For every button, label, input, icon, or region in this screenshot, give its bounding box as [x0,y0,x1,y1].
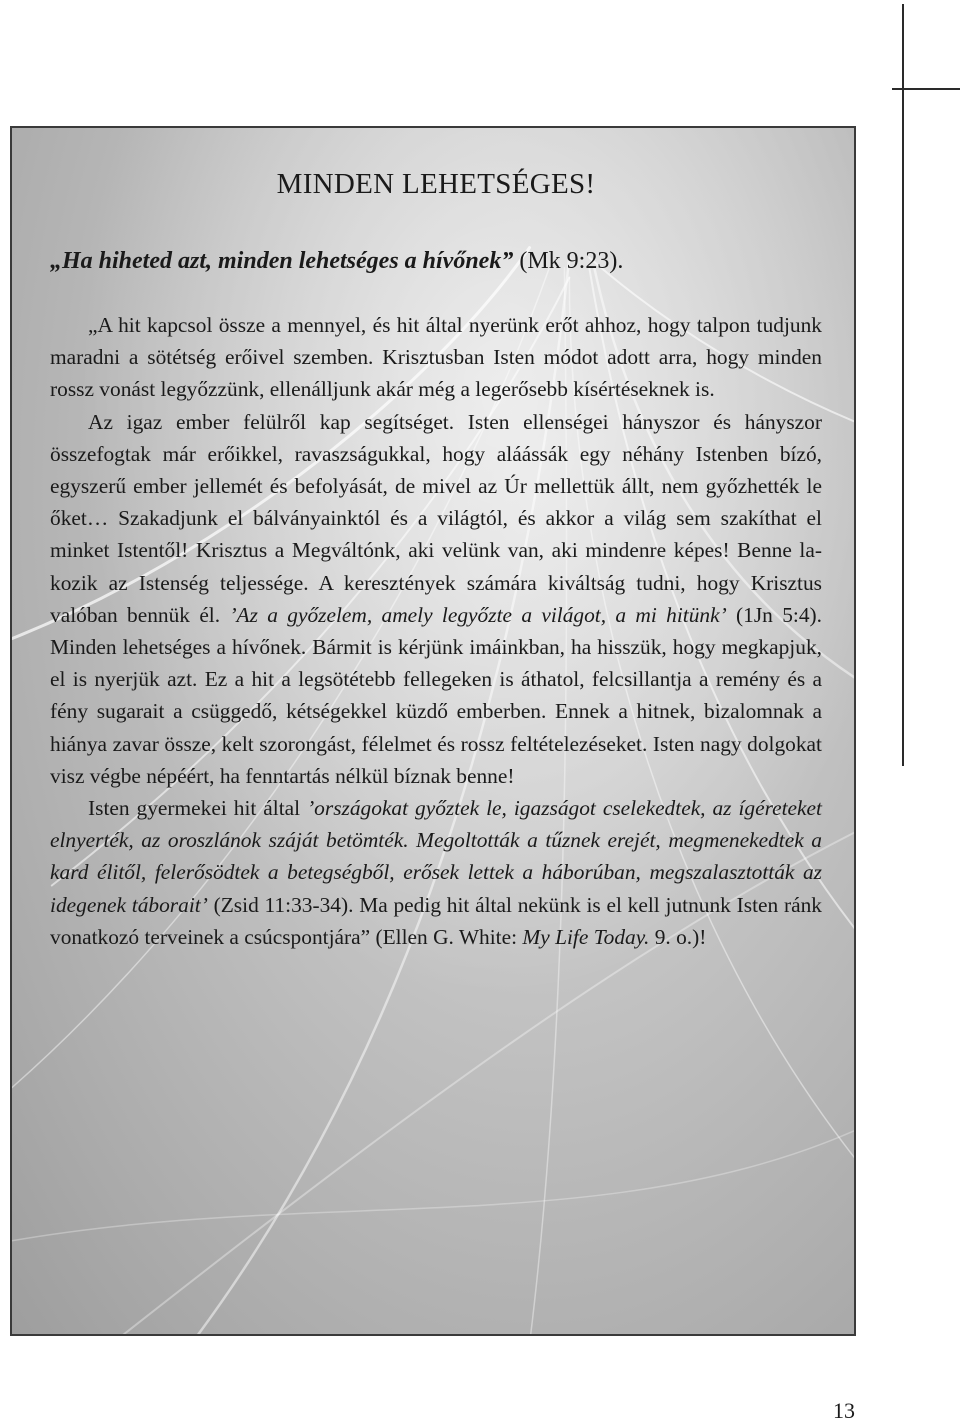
paragraph-3-end: 9. o.)! [649,924,707,949]
crop-mark-vertical [902,4,904,766]
paragraph-3-start: Isten gyermekei hit által [88,796,308,821]
page-title: MINDEN LEHETSÉGES! [276,168,596,200]
motto-reference: (Mk 9:23). [519,248,624,274]
paragraph-3-quote: ’országokat győztek le, igazságot cselekedtek, az ígéreteket elnyerték, az oroszlánok száját betömték. Megoltották a tűznek erejét, megmenekedtek a kard élitől, felerősödtek a betegségből, erősek lettek a háborúban, megszalasztották az idegenek táborait’ [50,796,822,917]
page-number: 13 [833,1398,855,1423]
paragraph-2-quote: ’Az a győzelem, amely legyőzte a világot, a mi hitünk’ [229,602,727,627]
paragraph-2 [50,406,822,792]
text-panel [10,126,856,1336]
crop-mark-horizontal [892,88,960,90]
motto [50,245,822,277]
paragraph-2-text: Az igaz ember felülről kap segítséget. Isten ellenségei hányszor és hányszor összefogtak már erőikkel, ravaszságukkal, hogy aláássák egy néhány Istenben bízó, egyszerű ember jellemét és befolyását, de mivel az Úr mellettük állt, nem győzhették le őket… Szakadjunk el bálványainktól és a világtól, és akkor a világ sem szakíthat el minket Istentől! Krisztus a Megváltónk, aki velünk van, aki mindenre képes! Benne lakozik az Istenség teljessége. A keresztények számára kiváltság tudni, hogy Krisztus valóban bennük él. [50,409,822,627]
paragraph-1: „A hit kapcsol össze a mennyel, és hit által nyerünk erőt ahhoz, hogy talpon tudjunk maradni a sötétség erőivel szemben. Krisztusban Isten módot adott arra, hogy minden rossz vonást legyőzzünk, ellenálljunk akár még a legerősebb kísértéseknek is. [50,313,822,402]
paragraph-2-rest: (1Jn 5:4). Minden lehetséges a hívőnek. Bármit is kérjünk imáinkban, ha hisszük, hogy megkapjuk, el is nyerjük azt. Ez a hit a legsötétebb fellegeken is áthatol, felcsillantja a remény és a fény sugarait a csüggedő, kétségekkel küzdő emberben. Ennek a hitnek, bizalomnak a hiánya zavar össze, kelt szorongást, félelmet és rossz feltételezéseket. Isten nagy dolgokat visz végbe népéért, ha fenntartás nélkül bíznak benne! [50,602,822,788]
paragraph-3 [50,792,822,953]
article [50,168,822,953]
motto-quote: „Ha hiheted azt, minden lehetséges a hívőnek” [50,248,514,274]
book-title: My Life Today. [522,924,650,949]
paragraph-3-mid: (Zsid 11:33-34). Ma pedig hit által nekünk is el kell jutnunk Isten ránk vonatkozó terveinek a csúcspontjára” (Ellen G. White: [50,892,822,949]
